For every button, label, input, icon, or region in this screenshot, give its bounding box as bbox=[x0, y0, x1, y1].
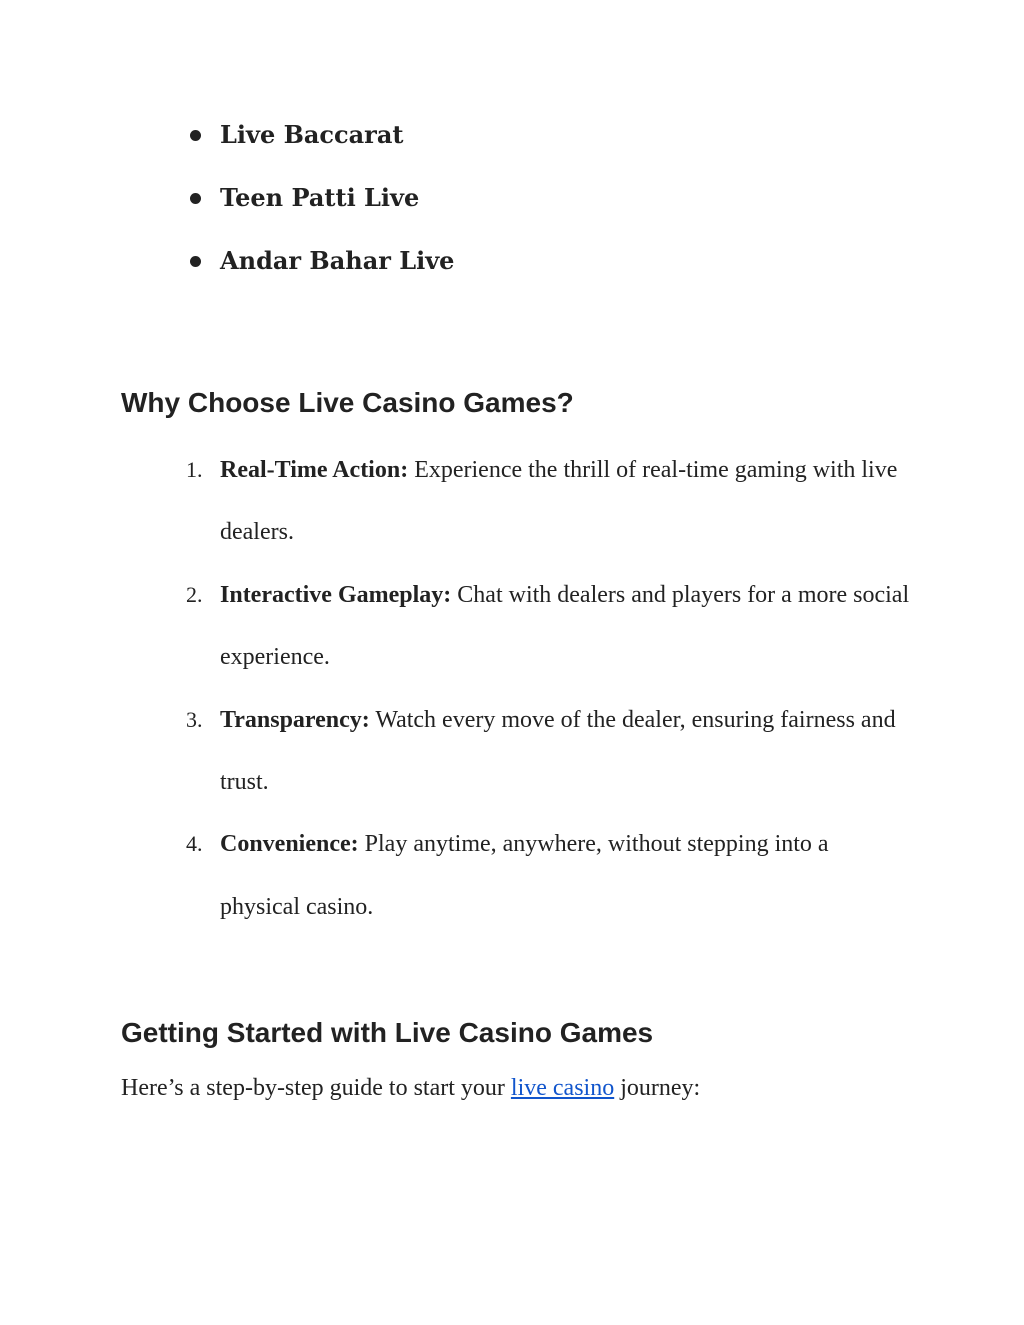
game-name: Live Baccarat bbox=[220, 120, 404, 149]
list-item bbox=[186, 813, 910, 938]
reason-text: Play anytime, anywhere, without stepping into a physical casino. bbox=[220, 831, 829, 920]
reason-text: Experience the thrill of real-time gaming with live dealers. bbox=[220, 457, 898, 546]
list-item bbox=[186, 689, 910, 814]
live-casino-link[interactable]: live casino bbox=[510, 1075, 615, 1101]
list-number: 3. bbox=[186, 706, 203, 732]
reasons-numbered-list bbox=[186, 439, 946, 938]
bullet-icon bbox=[190, 130, 201, 141]
list-number: 1. bbox=[186, 457, 203, 482]
reason-title: Real-Time Action: bbox=[220, 457, 409, 483]
list-item bbox=[186, 439, 910, 564]
bullet-icon bbox=[190, 193, 201, 204]
reason-title: Transparency: bbox=[220, 706, 370, 733]
list-number: 2. bbox=[186, 581, 203, 607]
reason-text: Chat with dealers and players for a more social experience. bbox=[220, 581, 910, 671]
reason-text: Watch every move of the dealer, ensuring fairness and trust. bbox=[220, 706, 896, 796]
reason-title: Interactive Gameplay: bbox=[220, 581, 452, 608]
intro-paragraph bbox=[121, 1070, 700, 1106]
game-name: Andar Bahar Live bbox=[220, 246, 455, 275]
getting-started-heading: Getting Started with Live Casino Games bbox=[121, 1017, 654, 1048]
intro-text-before: Here’s a step-by-step guide to start your bbox=[121, 1075, 511, 1101]
game-name: Teen Patti Live bbox=[220, 183, 420, 212]
list-number: 4. bbox=[186, 831, 203, 857]
bullet-icon bbox=[190, 256, 201, 267]
reason-title: Convenience: bbox=[220, 831, 359, 858]
why-choose-heading: Why Choose Live Casino Games? bbox=[121, 387, 574, 418]
intro-text-after: journey: bbox=[614, 1075, 701, 1101]
list-item bbox=[186, 564, 910, 689]
